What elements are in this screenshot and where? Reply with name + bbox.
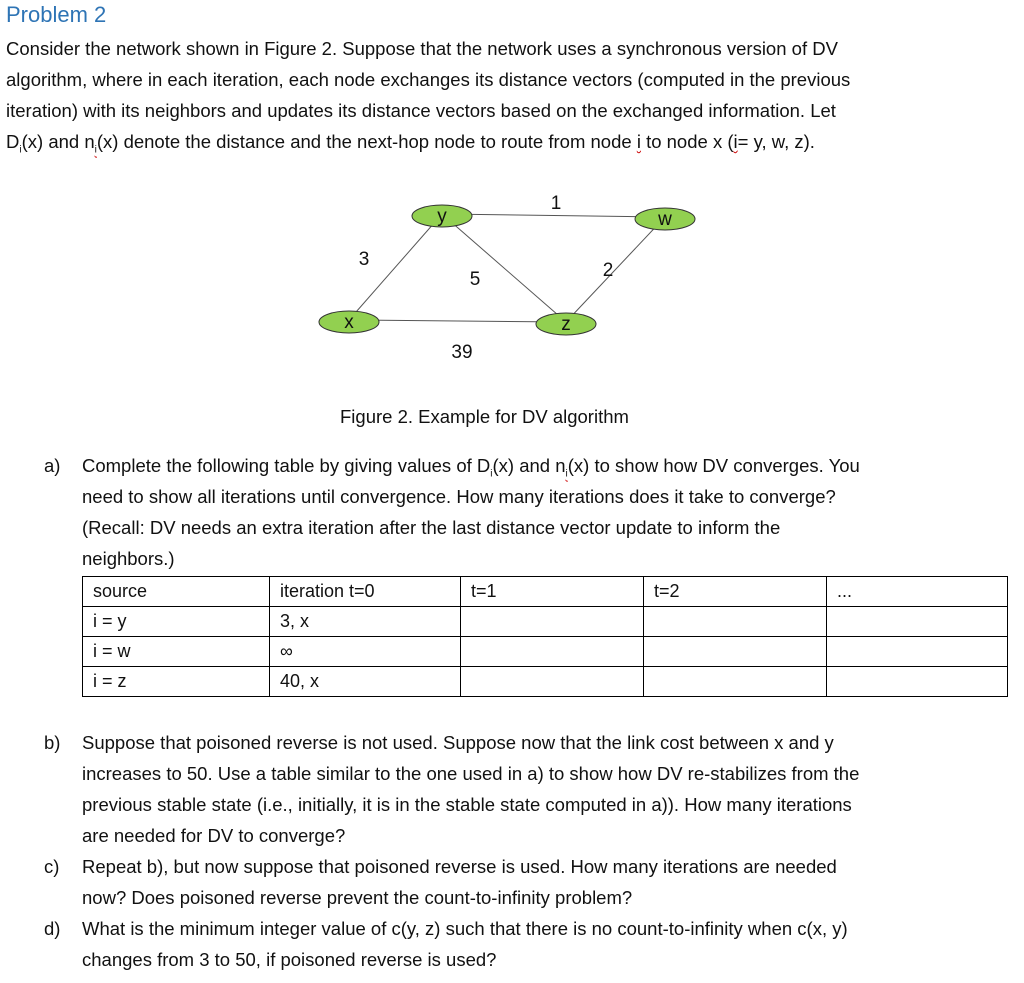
edge-xz: [349, 320, 566, 322]
qb-line-3: previous stable state (i.e., initially, it is in the stable state computed in a)). How many iterations: [82, 794, 852, 815]
header-cell: source: [83, 577, 270, 607]
node-z: z: [561, 314, 571, 335]
qa-label: a): [44, 455, 61, 476]
table-row: [83, 637, 1008, 667]
cell: i = y: [83, 607, 270, 637]
cell[interactable]: [461, 667, 644, 697]
qa-line-2: need to show all iterations until convergence. How many iterations does it take to converge?: [82, 486, 836, 507]
qd-line-1: What is the minimum integer value of c(y, z) such that there is no count-to-infinity when c(x, y): [82, 918, 848, 939]
cell: 40, x: [270, 667, 461, 697]
cell[interactable]: [461, 637, 644, 667]
cost-xz: 39: [451, 342, 473, 363]
text: Complete the following table by giving values of D: [82, 455, 491, 476]
text: i: [636, 131, 641, 152]
table-row: [83, 667, 1008, 697]
cost-yw: 1: [550, 193, 562, 214]
cost-yz: 5: [469, 269, 481, 290]
cell[interactable]: [644, 637, 827, 667]
text: (x) denote the distance and the next-hop node to route from node: [96, 131, 637, 152]
qb-line-4: are needed for DV to converge?: [82, 825, 346, 846]
edge-yw: [442, 214, 665, 217]
cell: i = w: [83, 637, 270, 667]
cell[interactable]: [461, 607, 644, 637]
node-w: w: [658, 209, 672, 230]
text: (x) to show how DV converges. You: [567, 455, 860, 476]
header-cell: iteration t=0: [270, 577, 461, 607]
text: = y, w, z).: [737, 131, 815, 152]
edge-zw: [566, 217, 665, 322]
cell: i = z: [83, 667, 270, 697]
cell[interactable]: [827, 637, 1008, 667]
table-header-row: [83, 577, 1008, 607]
text: i: [733, 131, 738, 152]
figure-caption: Figure 2. Example for DV algorithm: [340, 406, 629, 427]
qc-label: c): [44, 856, 60, 877]
text: to node x (: [640, 131, 734, 152]
qb-line-2: increases to 50. Use a table similar to the one used in a) to show how DV re-stabilizes from the: [82, 763, 860, 784]
subscript: i: [490, 468, 493, 480]
node-x: x: [344, 312, 354, 333]
dv-table: [82, 576, 1008, 697]
cost-zw: 2: [602, 260, 614, 281]
table-row: [83, 607, 1008, 637]
header-cell: t=2: [644, 577, 827, 607]
cost-xy: 3: [358, 249, 370, 270]
cell: ∞: [270, 637, 461, 667]
cell: 3, x: [270, 607, 461, 637]
subscript: i: [94, 144, 97, 156]
d-symbol: D: [6, 131, 20, 152]
qb-line-1: Suppose that poisoned reverse is not used. Suppose now that the link cost between x and y: [82, 732, 834, 753]
network-figure: [0, 0, 1024, 400]
cell[interactable]: [644, 667, 827, 697]
header-cell: t=1: [461, 577, 644, 607]
intro-line-2: algorithm, where in each iteration, each node exchanges its distance vectors (computed in the previous: [6, 69, 851, 90]
problem-title: Problem 2: [6, 2, 107, 27]
qc-line-1: Repeat b), but now suppose that poisoned reverse is used. How many iterations are needed: [82, 856, 837, 877]
subscript: i: [565, 468, 568, 480]
node-y: y: [437, 206, 447, 227]
text: (x) and n: [492, 455, 566, 476]
intro-line-3: iteration) with its neighbors and updates its distance vectors based on the exchanged information. Let: [6, 100, 836, 121]
qa-line-3: (Recall: DV needs an extra iteration after the last distance vector update to inform the: [82, 517, 781, 538]
qb-label: b): [44, 732, 61, 753]
intro-line-1: Consider the network shown in Figure 2. Suppose that the network uses a synchronous version of DV: [6, 38, 838, 59]
cell[interactable]: [644, 607, 827, 637]
qc-line-2: now? Does poisoned reverse prevent the count-to-infinity problem?: [82, 887, 633, 908]
qa-line-4: neighbors.): [82, 548, 175, 569]
qa-line-1: [82, 455, 860, 480]
header-cell: ...: [827, 577, 1008, 607]
subscript: i: [19, 144, 22, 156]
text: (x) and n: [21, 131, 95, 152]
cell[interactable]: [827, 607, 1008, 637]
edge-yz: [442, 214, 566, 322]
qd-label: d): [44, 918, 61, 939]
qd-line-2: changes from 3 to 50, if poisoned reverse is used?: [82, 949, 497, 970]
cell[interactable]: [827, 667, 1008, 697]
